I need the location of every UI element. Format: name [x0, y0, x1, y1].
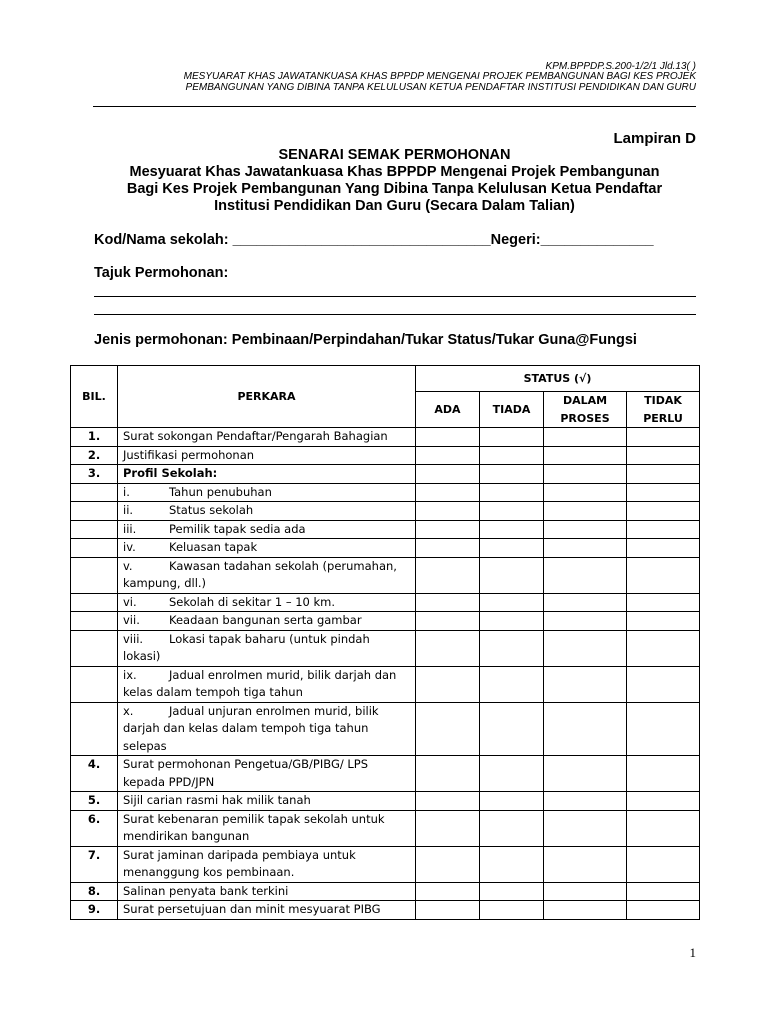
row-number	[71, 502, 118, 521]
col-bil-header: BIL.	[71, 366, 118, 428]
table-row	[71, 666, 700, 702]
table-row	[71, 539, 700, 558]
item-text: Jadual enrolmen murid, bilik darjah dan kelas dalam tempoh tiga tahun	[123, 667, 397, 699]
title-line-2: Mesyuarat Khas Jawatankuasa Khas BPPDP Mengenai Projek Pembangunan	[129, 164, 660, 180]
item-text: Status sekolah	[169, 503, 254, 517]
row-number	[71, 539, 118, 558]
status-tiada-cell[interactable]	[480, 612, 544, 631]
status-ada-cell[interactable]	[416, 539, 480, 558]
sub-item-number: v.	[123, 558, 133, 573]
status-tiada-cell[interactable]	[480, 666, 544, 702]
status-tidak-perlu-cell[interactable]	[627, 756, 700, 792]
row-number: 2.	[71, 446, 118, 465]
title-line-3: Bagi Kes Projek Pembangunan Yang Dibina Tanpa Kelulusan Ketua Pendaftar	[126, 181, 663, 197]
table-row	[71, 446, 700, 465]
row-number	[71, 630, 118, 666]
row-number	[71, 483, 118, 502]
status-tidak-perlu-cell[interactable]	[627, 612, 700, 631]
status-tidak-perlu-cell[interactable]	[627, 630, 700, 666]
row-item	[118, 846, 416, 882]
status-dalam-proses-cell[interactable]	[544, 428, 627, 447]
sub-item-number: vi.	[123, 594, 137, 609]
status-dalam-proses-cell[interactable]	[544, 446, 627, 465]
col-perkara-header: PERKARA	[118, 366, 416, 428]
row-number: 7.	[71, 846, 118, 882]
sub-item-number: i.	[123, 484, 130, 499]
status-tidak-perlu-cell[interactable]	[627, 502, 700, 521]
status-tidak-perlu-cell[interactable]	[627, 465, 700, 484]
row-item	[118, 557, 416, 593]
status-dalam-proses-cell[interactable]	[544, 465, 627, 484]
status-tidak-perlu-cell[interactable]	[627, 702, 700, 756]
row-item	[118, 520, 416, 539]
status-tiada-cell[interactable]	[480, 520, 544, 539]
status-tidak-perlu-cell[interactable]	[627, 428, 700, 447]
row-item	[118, 882, 416, 901]
status-dalam-proses-cell[interactable]	[544, 630, 627, 666]
status-tiada-cell[interactable]	[480, 428, 544, 447]
item-text: Pemilik tapak sedia ada	[169, 521, 306, 536]
col-status-header: STATUS (√)	[416, 366, 700, 392]
table-row	[71, 702, 700, 756]
status-tiada-cell[interactable]	[480, 702, 544, 756]
status-dalam-proses-cell[interactable]	[544, 612, 627, 631]
status-tiada-cell[interactable]	[480, 901, 544, 920]
status-dalam-proses-cell[interactable]	[544, 882, 627, 901]
table-row	[71, 792, 700, 811]
status-ada-cell[interactable]	[416, 612, 480, 631]
row-item	[118, 502, 416, 521]
table-row	[71, 483, 700, 502]
status-tiada-cell[interactable]	[480, 810, 544, 846]
item-text: Justifikasi permohonan	[123, 447, 255, 462]
status-tiada-cell[interactable]	[480, 882, 544, 901]
status-tiada-cell[interactable]	[480, 593, 544, 612]
item-text: Surat permohonan Pengetua/GB/PIBG/ LPS kepada PPD/JPN	[123, 757, 369, 789]
status-dalam-proses-cell[interactable]	[544, 520, 627, 539]
status-tidak-perlu-cell[interactable]	[627, 446, 700, 465]
row-number: 5.	[71, 792, 118, 811]
status-tiada-cell[interactable]	[480, 465, 544, 484]
status-dalam-proses-cell[interactable]	[544, 666, 627, 702]
status-tiada-cell[interactable]	[480, 630, 544, 666]
status-tiada-cell[interactable]	[480, 539, 544, 558]
table-row	[71, 428, 700, 447]
row-number: 9.	[71, 901, 118, 920]
table-row	[71, 465, 700, 484]
status-tidak-perlu-cell[interactable]	[627, 539, 700, 558]
status-tidak-perlu-cell[interactable]	[627, 483, 700, 502]
sub-item-number: iii.	[123, 521, 137, 536]
table-row	[71, 593, 700, 612]
status-dalam-proses-cell[interactable]	[544, 593, 627, 612]
status-ada-cell[interactable]	[416, 882, 480, 901]
row-item	[118, 810, 416, 846]
status-tiada-cell[interactable]	[480, 557, 544, 593]
item-text: Jadual unjuran enrolmen murid, bilik darjah dan kelas dalam tempoh tiga tahun selepas	[123, 703, 379, 753]
table-row	[71, 901, 700, 920]
status-dalam-proses-cell[interactable]	[544, 502, 627, 521]
table-row	[71, 520, 700, 539]
page-number: 1	[689, 945, 696, 960]
table-row	[71, 557, 700, 593]
item-text: Salinan penyata bank terkini	[123, 883, 289, 898]
status-tidak-perlu-cell[interactable]	[627, 593, 700, 612]
row-number	[71, 593, 118, 612]
item-text: Sekolah di sekitar 1 – 10 km.	[169, 594, 336, 609]
sub-item-number: ii.	[123, 503, 134, 517]
school-code-field: Kod/Nama sekolah: ________________________________Negeri:______________	[94, 232, 654, 248]
status-ada-cell[interactable]	[416, 520, 480, 539]
header-line-1: MESYUARAT KHAS JAWATANKUASA KHAS BPPDP MENGENAI PROJEK PEMBANGUNAN BAGI KES PROJEK	[183, 71, 696, 82]
sub-item-number: viii.	[123, 631, 144, 646]
status-ada-cell[interactable]	[416, 593, 480, 612]
table-row	[71, 630, 700, 666]
status-ada-cell[interactable]	[416, 702, 480, 756]
application-type-field: Jenis permohonan: Pembinaan/Perpindahan/Tukar Status/Tukar Guna@Fungsi	[94, 332, 637, 348]
row-number: 1.	[71, 428, 118, 447]
row-item	[118, 630, 416, 666]
status-ada-cell[interactable]	[416, 756, 480, 792]
row-item	[118, 446, 416, 465]
row-item	[118, 702, 416, 756]
status-tiada-cell[interactable]	[480, 846, 544, 882]
row-number	[71, 520, 118, 539]
status-tiada-header: TIADA	[480, 392, 544, 428]
status-ada-cell[interactable]	[416, 446, 480, 465]
status-tidak-perlu-header: TIDAK PERLU	[627, 392, 700, 428]
status-dalam-proses-cell[interactable]	[544, 539, 627, 558]
status-tiada-cell[interactable]	[480, 483, 544, 502]
application-title-label: Tajuk Permohonan:	[94, 265, 229, 281]
status-dalam-proses-cell[interactable]	[544, 792, 627, 811]
appendix-label: Lampiran D	[613, 130, 696, 147]
status-tidak-perlu-cell[interactable]	[627, 557, 700, 593]
row-item	[118, 792, 416, 811]
document-title	[92, 147, 697, 215]
header-line-2: PEMBANGUNAN YANG DIBINA TANPA KELULUSAN KETUA PENDAFTAR INSTITUSI PENDIDIKAN DAN GURU	[185, 82, 696, 93]
row-number: 3.	[71, 465, 118, 484]
item-text: Surat kebenaran pemilik tapak sekolah untuk mendirikan bangunan	[123, 811, 385, 843]
status-ada-cell[interactable]	[416, 483, 480, 502]
item-text: Sijil carian rasmi hak milik tanah	[123, 793, 311, 807]
item-text: Surat persetujuan dan minit mesyuarat PIBG	[123, 902, 381, 916]
row-number: 6.	[71, 810, 118, 846]
table-row	[71, 756, 700, 792]
status-tidak-perlu-cell[interactable]	[627, 666, 700, 702]
row-item	[118, 539, 416, 558]
application-title-line-2	[94, 314, 696, 315]
status-ada-cell[interactable]	[416, 502, 480, 521]
application-title-line-1	[94, 296, 696, 297]
sub-item-number: vii.	[123, 613, 140, 627]
table-row	[71, 612, 700, 631]
status-tiada-cell[interactable]	[480, 502, 544, 521]
status-ada-cell[interactable]	[416, 557, 480, 593]
row-item	[118, 612, 416, 631]
row-number	[71, 702, 118, 756]
row-number: 8.	[71, 882, 118, 901]
row-item	[118, 756, 416, 792]
table-row	[71, 846, 700, 882]
item-text: Tahun penubuhan	[169, 484, 272, 499]
status-dalam-proses-cell[interactable]	[544, 557, 627, 593]
table-row	[71, 882, 700, 901]
row-item	[118, 428, 416, 447]
status-dalam-proses-cell[interactable]	[544, 702, 627, 756]
checklist-table	[70, 365, 700, 920]
status-ada-cell[interactable]	[416, 630, 480, 666]
item-text: Profil Sekolah:	[123, 466, 218, 480]
status-dalam-proses-header: DALAM PROSES	[544, 392, 627, 428]
status-tidak-perlu-cell[interactable]	[627, 882, 700, 901]
row-item	[118, 465, 416, 484]
status-tiada-cell[interactable]	[480, 446, 544, 465]
header-divider	[93, 106, 696, 107]
status-tiada-cell[interactable]	[480, 756, 544, 792]
status-ada-cell[interactable]	[416, 428, 480, 447]
item-text: Keadaan bangunan serta gambar	[169, 613, 362, 627]
status-ada-cell[interactable]	[416, 465, 480, 484]
table-row	[71, 502, 700, 521]
sub-item-number: x.	[123, 703, 134, 718]
row-item	[118, 666, 416, 702]
row-number: 4.	[71, 756, 118, 792]
item-text: Keluasan tapak	[169, 540, 258, 554]
row-item	[118, 593, 416, 612]
row-item	[118, 483, 416, 502]
item-text: Surat sokongan Pendaftar/Pengarah Bahagian	[123, 429, 388, 443]
row-number	[71, 557, 118, 593]
sub-item-number: iv.	[123, 540, 136, 554]
status-tiada-cell[interactable]	[480, 792, 544, 811]
status-ada-cell[interactable]	[416, 901, 480, 920]
status-tidak-perlu-cell[interactable]	[627, 810, 700, 846]
title-line-4: Institusi Pendidikan Dan Guru (Secara Dalam Talian)	[214, 198, 575, 214]
status-tidak-perlu-cell[interactable]	[627, 846, 700, 882]
title-line-1: SENARAI SEMAK PERMOHONAN	[278, 147, 511, 163]
item-text: Kawasan tadahan sekolah (perumahan, kampung, dll.)	[123, 558, 397, 590]
status-dalam-proses-cell[interactable]	[544, 901, 627, 920]
item-text: Surat jaminan daripada pembiaya untuk menanggung kos pembinaan.	[123, 847, 356, 879]
table-row	[71, 810, 700, 846]
status-dalam-proses-cell[interactable]	[544, 756, 627, 792]
status-ada-cell[interactable]	[416, 666, 480, 702]
status-tidak-perlu-cell[interactable]	[627, 901, 700, 920]
status-ada-header: ADA	[416, 392, 480, 428]
item-text: Lokasi tapak baharu (untuk pindah lokasi)	[123, 631, 370, 663]
row-number	[71, 666, 118, 702]
status-ada-cell[interactable]	[416, 792, 480, 811]
status-dalam-proses-cell[interactable]	[544, 846, 627, 882]
row-number	[71, 612, 118, 631]
document-reference: KPM.BPPDP.S.200-1/2/1 Jld.13( )	[545, 61, 696, 72]
row-item	[118, 901, 416, 920]
checklist-body	[71, 428, 700, 920]
status-ada-cell[interactable]	[416, 846, 480, 882]
status-dalam-proses-cell[interactable]	[544, 810, 627, 846]
status-ada-cell[interactable]	[416, 810, 480, 846]
status-dalam-proses-cell[interactable]	[544, 483, 627, 502]
status-tidak-perlu-cell[interactable]	[627, 520, 700, 539]
sub-item-number: ix.	[123, 667, 137, 682]
status-tidak-perlu-cell[interactable]	[627, 792, 700, 811]
